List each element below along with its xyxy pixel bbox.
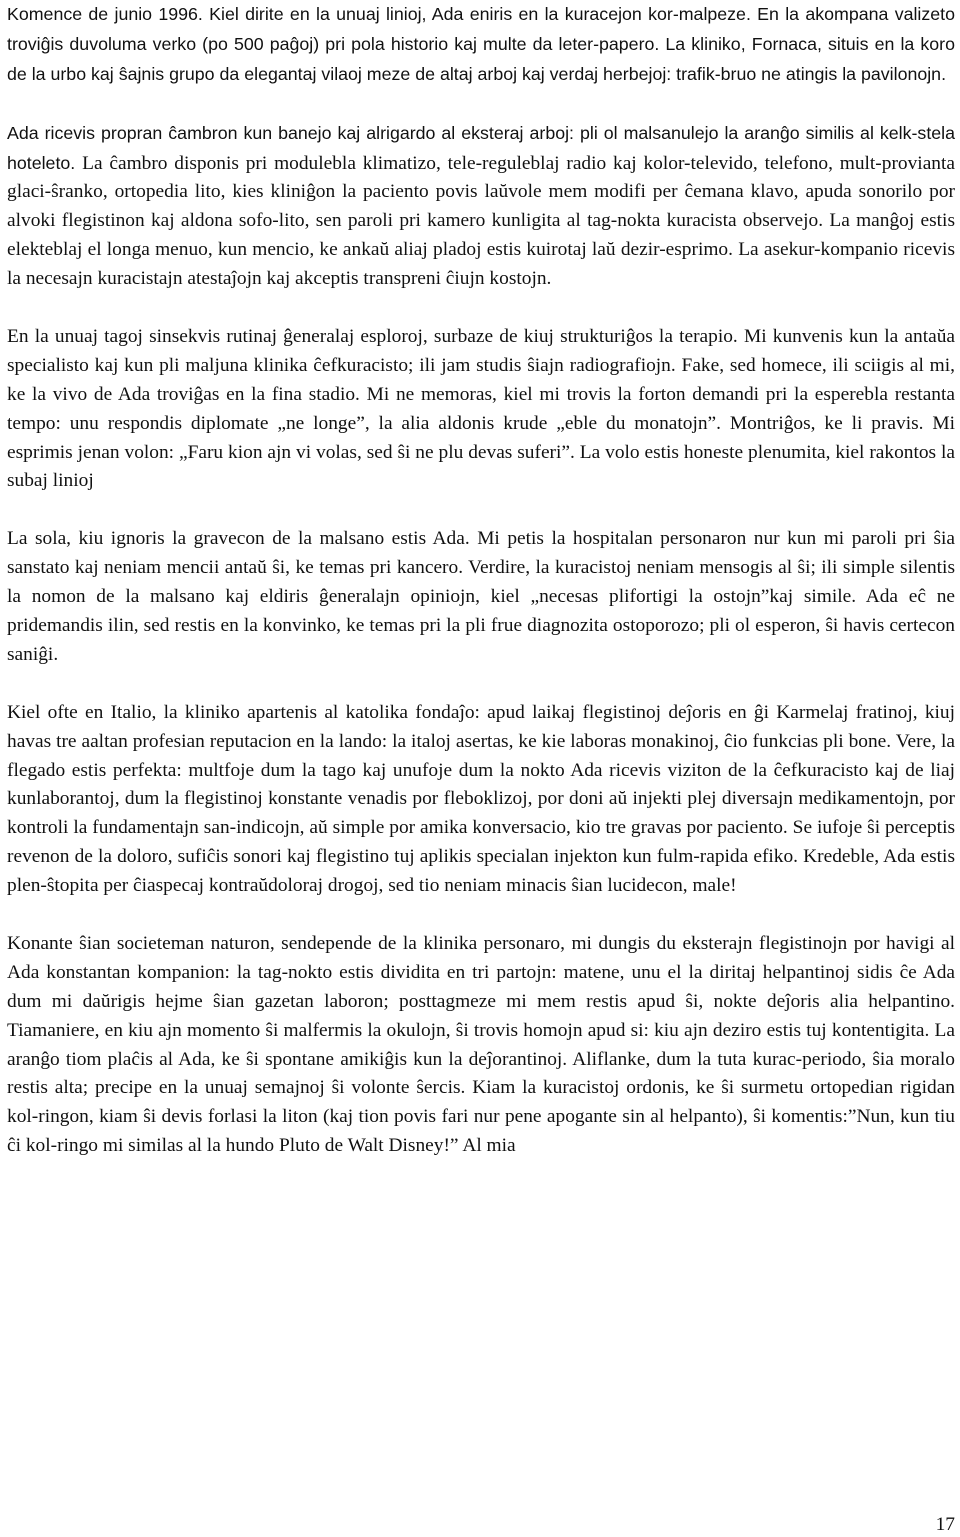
paragraph-6 [7,930,955,1161]
paragraph-1-run-1: Komence de junio 1996. Kiel dirite en la unuaj linioj, Ada eniris en la kuracejon kor-malpeze. En la akompana valizeto troviĝis duvoluma verko (po 500 paĝoj) pri pola historio kaj multe da leter-papero. La kliniko, Fornaca, situis en la koro de la urbo kaj ŝajnis grupo da elegantaj vilaoj meze de altaj arboj kaj verdaj herbejoj: trafik-bruo ne atingis la pavilonojn. [7,4,955,84]
paragraph-5 [7,699,955,901]
paragraph-2-run-1: Ada ricevis propran ĉambron kun banejo kaj alrigardo al eksteraj arboj: pli ol malsanulejo la aranĝo similis al kelk-stela hoteleto. [7,122,955,173]
paragraph-3 [7,323,955,496]
paragraph-6-run-1: Konante ŝian societeman naturon, sendepende de la klinika personaro, mi dungis du eksterajn flegistinojn por havigi al Ada konstantan kompanion: la tag-nokto estis dividita en tri partojn: matene, unu el la diritaj helpantinoj sidis ĉe Ada dum mi daŭrigis hejme ŝian gazetan laboron; posttagmeze mi mem restis apud ŝi, nokte deĵoris alia helpantino. Tiamaniere, en kiu ajn momento ŝi malfermis la okulojn, ŝi trovis homojn apud si: kiu ajn deziro estis tuj kontentigita. La aranĝo tiom plaĉis al Ada, ke ŝi spontane amikiĝis kun la deĵorantinoj. Aliflanke, dum la tuta kurac-periodo, ŝia moralo restis alta; precipe en la unuaj semajnoj ŝi volonte ŝercis. Kiam la kuracistoj ordonis, ke ŝi surmetu ortopedian rigidan kol-ringon, kiam ŝi devis forlasi la liton (kaj tion povis fari nur pene apogante sin al helpanto), ŝi komentis:”Nun, kun tiu ĉi kol-ringo mi similas al la hundo Pluto de Walt Disney!” Al mia [7,932,955,1157]
page-number: 17 [935,1514,955,1535]
paragraph-4 [7,525,955,670]
paragraph-2-run-2: La ĉambro disponis pri modulebla klimatizo, tele-reguleblaj radio kaj kolor-televido, telefono, mult-provianta glaci-ŝranko, ortopedia lito, kies kliniĝon la paciento povis laŭvole mem modifi per ĉemana klavo, apuda sonorilo por alvoki flegistinon kaj aldona sofo-lito, sen paroli pri kamero kunligita al tag-nokta kuracista observejo. La manĝoj estis elekteblaj el longa menuo, kun mencio, ke ankaŭ aliaj pladoj estis kuirotaj laŭ dezir-esprimo. La asekur-kompanio ricevis la necesajn kuracistajn atestaĵojn kaj akceptis transpreni ĉiujn kostojn. [7,152,955,290]
paragraph-5-run-1: Kiel ofte en Italio, la kliniko apartenis al katolika fondaĵo: apud laikaj flegistinoj deĵoris en ĝi Karmelaj fratinoj, kiuj havas tre aaltan profesian reputacion en la lando: la italoj asertas, ke kie laboras monakinoj, ĉio funkcias pli bone. Vere, la flegado estis perfekta: multfoje dum la tago kaj unufoje dum la nokto Ada ricevis viziton de la ĉefkuracisto kaj de liaj kunlaborantoj, dum la flegistinoj konstante venadis por fleboklizoj, por doni aŭ injekti plej diversajn medikamentojn, por kontroli la fundamentajn san-indicojn, aŭ simple por amika konversacio, kio tre gravas por paciento. Se iufoje ŝi perceptis revenon de la doloro, sufiĉis sonori kaj flegistino tuj aplikis specialan injekton kun fulm-rapida efiko. Kredeble, Ada estis plen-ŝtopita per ĉiaspecaj kontraŭdoloraj drogoj, sed tio neniam minacis ŝian lucidecon, male! [7,701,955,897]
paragraph-1 [7,0,955,90]
document-page [7,0,955,1161]
paragraph-3-run-1: En la unuaj tagoj sinsekvis rutinaj ĝeneralaj esploroj, surbaze de kiuj strukturiĝos la terapio. Mi kunvenis kun la antaŭa specialisto kaj kun pli maljuna klinika ĉefkuracisto; ili jam studis ŝiajn radiografiojn. Fake, sed homece, ili sciigis al mi, ke la vivo de Ada troviĝas en la fina stadio. Mi ne memoras, kiel mi trovis la forton demandi pri la esperebla restanta tempo: unu respondis diplomate „ne longe”, la alia aldonis krude „eble du monatojn”. Montriĝos, ke li pravis. Mi esprimis jenan volon: „Faru kion ajn vi volas, sed ŝi ne plu devas suferi”. La volo estis honeste plenumita, kiel rakontos la subaj linioj [7,325,955,492]
paragraph-2 [7,119,955,294]
paragraph-4-run-1: La sola, kiu ignoris la gravecon de la malsano estis Ada. Mi petis la hospitalan personaron nur kun mi paroli pri ŝia sanstato kaj neniam mencii antaŭ ŝi, ke temas pri kancero. Verdire, la kuracistoj neniam mensogis al ŝi; ili simple silentis la nomon de la malsano kaj eldiris ĝeneralajn opiniojn, kiel „necesas plifortigi la ostojn”kaj simile. Ada eĉ ne pridemandis ilin, sed restis en la konvinko, ke temas pri la pli frue diagnozita ostoporozo; pli ol esperon, ŝi havis certecon saniĝi. [7,528,955,665]
